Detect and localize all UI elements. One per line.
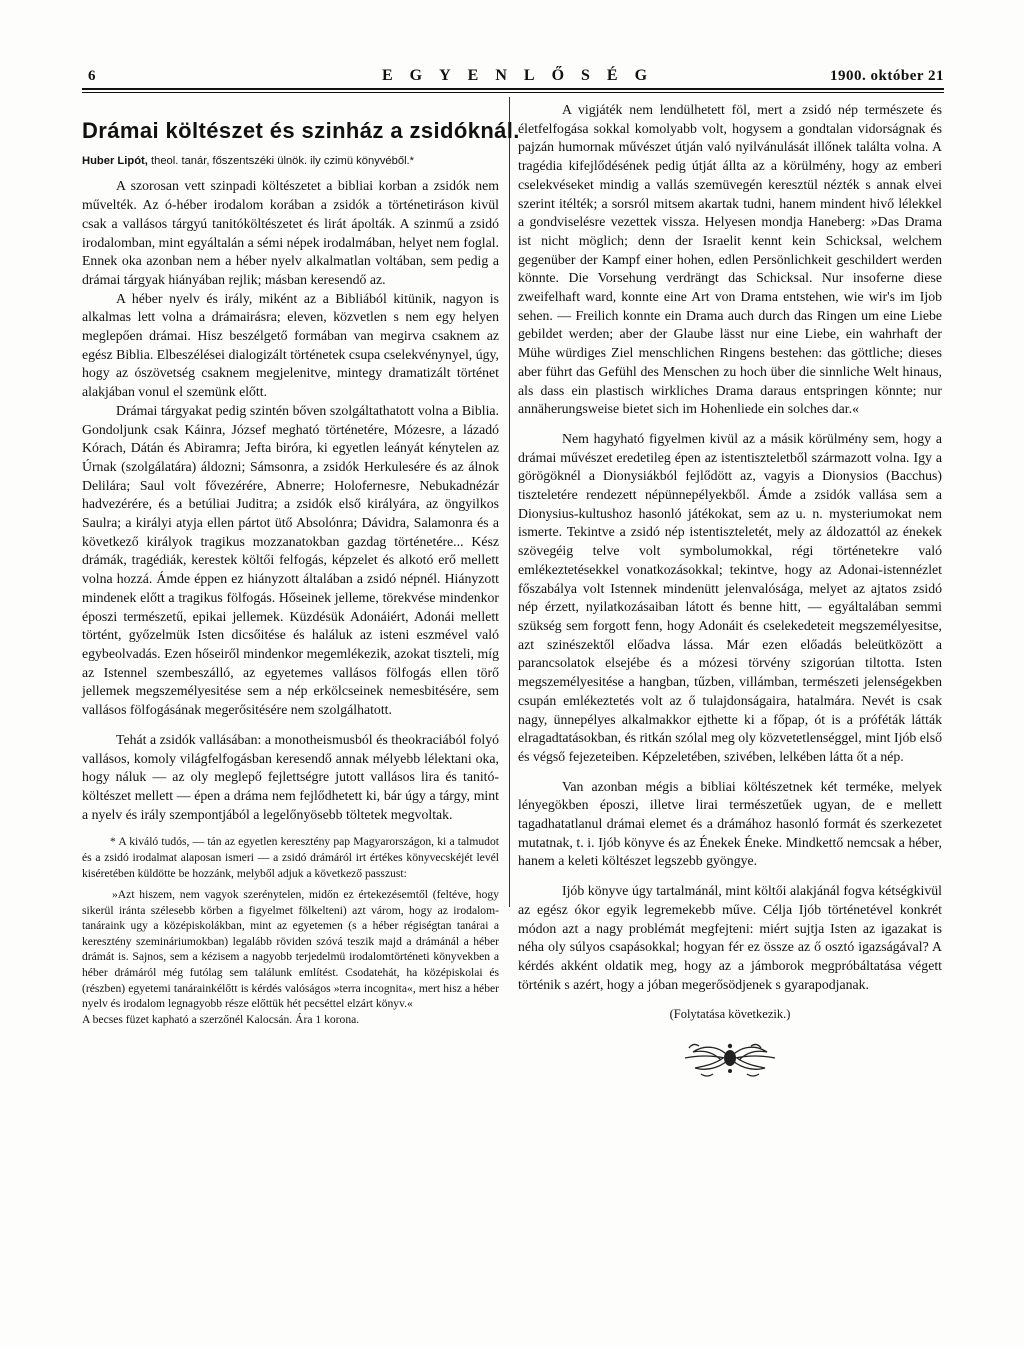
issue-date: 1900. október 21 bbox=[830, 68, 944, 84]
paragraph: Van azonban mégis a bibliai költészetnek két terméke, melyek lényegökben époszi, illetve lirai természetűek ugyan, de e mellett tagadhatatlanul drámai elemet és a drámához hasonló formát és szerkezetet mutatnak, t. i. Ijób könyve és az Énekek Éneke. Mindkettő nemcsak a héber, hanem a keleti költészet legszebb gyöngye. bbox=[518, 778, 942, 869]
left-column bbox=[82, 100, 520, 1027]
article-title: Drámai költészet és szinház a zsidóknál. bbox=[82, 118, 520, 143]
byline-author: Huber Lipót, bbox=[82, 154, 148, 167]
ornament-icon bbox=[675, 1036, 785, 1080]
byline-source: theol. tanár, főszentszéki ülnök. ily czimü könyvéből.* bbox=[147, 154, 415, 167]
footnote bbox=[82, 834, 499, 1027]
footnote-quote-block bbox=[82, 887, 499, 1012]
byline bbox=[82, 152, 499, 171]
footnote-text: * A kiváló tudós, — tán az egyetlen keresztény pap Magyarországon, ki a talmudot és a zsidó irodalmat alaposan ismeri — a zsidó drámáról irt értékes könyvecskéjét levél kiséretében küldötte be hozzánk, melyből adjuk a következő passzust: bbox=[82, 835, 499, 880]
paragraph: Ijób könyve úgy tartalmánál, mint költői alakjánál fogva kétségkivül az egész ókor egyik legremekebb műve. Célja Ijób történetével konkrét módon azt a nagy problémát megfejteni: miért sujtja Isten az igazakat is néha oly súlyos csapásokkal; hogyan fér ez össze az ő osztó igazságával? A kérdés akként oldatik meg, hogy az a jámborok megpróbáltatása végett történik s azért, hogy a jóban megerősödjenek s gyarapodjanak. bbox=[518, 883, 942, 992]
right-column bbox=[518, 101, 942, 1086]
footnote-note: A becses füzet kapható a szerzőnél Kalocsán. Ára 1 korona. bbox=[82, 1012, 360, 1026]
page-number: 6 bbox=[88, 68, 96, 84]
paragraph: Tehát a zsidók vallásában: a monotheismusból és theokraciából folyó vallásos, komoly világfelfogásban keresendő annak mélyebb lélektani oka, hogy náluk — az oly meglepő fejlettségre jutott vallásos lira és tanitó-költészet mellett — épen a dráma nem fejlődhetett ki, bár úgy a tárgy, mint a nyelv és irály szempontjából a legelőnyösebb töltetek megvoltak. bbox=[82, 731, 499, 822]
paragraph: A héber nyelv és irály, miként az a Bibliából kitünik, nagyon is alkalmas lett volna a drámairásra; eleven, közvetlen s nem egy helyen meglepően drámai. Hisz beszélgető formában van megirva csaknem az egész Biblia. Elbeszélései dialogizált történetek csupa cselekvénynyel, úgy, hogy az ószövetség csaknem megjelenitve, mintegy dramatizált történet alakjában vonul el szemünk előtt. bbox=[82, 290, 499, 400]
masthead: EGYENLŐSÉG bbox=[382, 67, 665, 84]
footnote-quote: »Azt hiszem, nem vagyok szerénytelen, midőn ez értekezésemtől (feltéve, hogy sikerül iránta szélesebb körben a figyelmet fölkelteni) azt várom, hogy az irodalom-tanáraink ugy a középiskolákban, mint az egyetemen (s a héber régiségtan tanárai a keresztény szemináriumokban) legalább röviden szóvá teszik majd a drámánál a héber drámát is. Sajnos, sem a kézisem a nagyobb terjedelmü irodalomtörténeti könyvekben a héber drámáról még futólag sem találunk említést. Csodatehát, ha középiskolai és (részben) egyetemi tanárainkélőtt is kérdés valóságos »terra incognita«, mert hisz a héber nyelv és irodalom legnagyobb része előttük hét pecséttel elzárt könyv.« bbox=[82, 888, 499, 1011]
paragraph: A szorosan vett szinpadi költészetet a bibliai korban a zsidók nem művelték. Az ó-héber irodalom korában a zsidók a történetiráson kivül csak a vallásos tárgyú tanitóköltészetet és lirát ápolták. A szinmű a zsidó irodalomban, mint egyáltalán a sémi népek irodalmában, helyet nem foglal. Ennek oka azonban nem a héber nyelv alkalmatlan voltában, sem pedig a drámai tárgyak hiányában rejlik; másban keresendő az. bbox=[82, 178, 499, 287]
paragraph: A vigjáték nem lendülhetett föl, mert a zsidó nép természete és életfelfogása sokkal komolyabb volt, hogysem a gondtalan vidorságnak és pajzán humornak művészet útján való nyilvánulását illőnek találta volna. A tragédia kifejlődésének pedig útját állta az a körülmény, hogy az emberi cselekvéseket mindig a vallás szemüvegén keresztül nézték s annak elvei szerint itélték; a sorsról mitsem akartak tudni, hanem mindent hivő lélekkel a gondviselésre vezettek vissza. Helyesen mondja Haneberg: »Das Drama ist nicht möglich; denn der Israelit kennt kein Schicksal, welchem gegenüber der Kampf einer hohen, edlen Persönlichkeit geschildert werden könnte. Die Vorsehung verdrängt das Schicksal. Nur insoferne diese zweifelhaft ward, konnte eine Art von Drama entstehen, wie wir's im Ijob sehen. — Freilich konnte ein Drama auch durch das Ringen um eine Liebe gebildet werden; aber der Glaube lässt nur eine Liebe, ein wahrhaft der Mühe würdiges Ziel menschlichen Ringens bestehen: das göttliche; dieses aber führt das Gefühl des Menschen zu hoch über die sinnliche Welt hinaus, als dass ein plastisch wirkliches Drama daraus entspringen könnte; nur annäherungsweise bietet sich im Hohenliede ein solches dar.« bbox=[518, 102, 942, 417]
page-header bbox=[82, 66, 944, 90]
paragraph: Drámai tárgyakat pedig szintén bőven szolgáltathatott volna a Biblia. Gondoljunk csak Káinra, József megható történetére, Mózesre, a lázadó Kórach, Dátán és Abiramra; Jefta biróra, ki egyetlen leányát kénytelen az Úrnak (szolgálatára) áldozni; Sámsonra, a zsidók Herkulesére és az álnok Delilára; Saul volt fővezérére, Abnerre; Holofernesre, Nebukadnézár hadvezérére, és a betúliai Juditra; a zsidók első királyára, az öngyilkos Saulra; a királyi atyja ellen pártot ütő Absolónra; Dávidra, Salamonra és a következő királyok tragikus mozzanatokban gazdag történetére... Kész drámák, tragédiák, kerestek költői felfogás, képzelet és alkotó erő mellett volna hozzá. Ámde éppen ez hiányzott általában a zsidó népnél. Hiányzott mindenek előtt a tragikus fölfogás. Hőseinek jelleme, törekvése mindenkor époszi természetű, epikai jellemek. Küzdésük Adonáiért, Adonái mellett történt, győzelmük Isten dicsőitése és haláluk az isteni eszmével való egybeolvadás. Ezen hőseiről mindenkor megemlékezik, azokat tiszteli, míg az Istennel szembeszálló, az egyetemes vallásos fölfogás ellen törő jellemek megszemélyesitése sem a nép erkölcseinek nemesbitésére, sem vallásos fölfogásának megerősitésére nem szolgálhatott. bbox=[82, 402, 499, 718]
column-divider bbox=[509, 97, 510, 907]
continuation-note: (Folytatása következik.) bbox=[669, 1007, 791, 1022]
tailpiece-ornament bbox=[518, 1036, 942, 1086]
paragraph: Nem hagyható figyelmen kivül az a másik körülmény sem, hogy a drámai művészet eredetileg épen az istentiszteletből származott volna. Igy a görögöknél a Dionysiákból fejlődött az, vagyis a Dionysios (Bacchus) tiszteletére rendezett népünnepélyekből. Ámde a zsidók vallása sem a Dionysius-kultushoz hasonló játékokat, sem az u. n. mysteriumokat nem ismerte. Tekintve a zsidó nép istentiszteletét, mely az áldozattól az énekek szövegéig telve volt symbolumokkal, régi történetekre való emlékeztetésekkel vonatkozásokkal; tekintve, hogy az Adonai-istennézlet főszabálya volt Istennek mindenütt jelenvalósága, melyet az ajtatos zsidó nép érzett, nyilatkozásaiban látott és benne hitt, — egyáltalában semmi szükség sem forgott fenn, hogy Adonáit és cselekedeteit megszemélyesitse, azt szinészektől előadva lássa. Már ezen előadás beleütközött a parancsolatok elsejébe és a mózesi törvény szigorúan tiltotta. Isten megszemélyesitése a hangban, tűzben, villámban, természeti jelenségekben csupán emlékeztetés volt az ő tulajdonságaira, hatalmára. Nevét is csak nagy, ünnepélyes alkalmakkor ejthette ki a főpap, ót is a próféták látták elragadtatásokban, és ritkán szólal meg oly közvetetlenséggel, mint Ijób első és végső fejezeteiben. Képzeletében, szivében, lelkében látta őt a nép. bbox=[518, 430, 942, 764]
